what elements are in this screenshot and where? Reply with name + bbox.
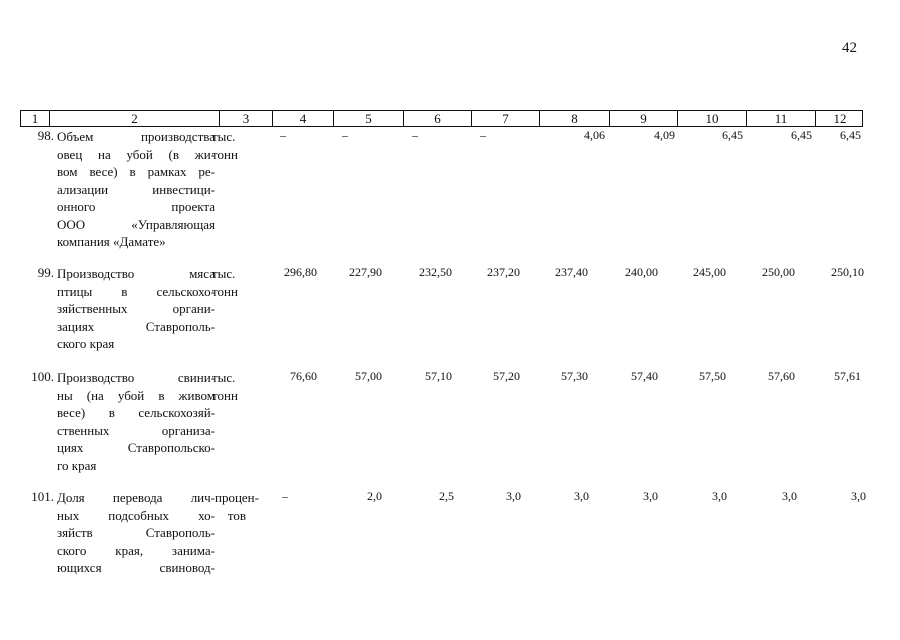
- value-cell: –: [480, 128, 486, 142]
- description-line: онного проекта: [57, 199, 215, 214]
- value-cell: 3,0: [574, 489, 589, 503]
- value-cell: –: [280, 128, 286, 142]
- value-cell: 4,06: [584, 128, 605, 142]
- value-cell: 3,0: [506, 489, 521, 503]
- description-line: зациях Ставрополь-: [57, 318, 215, 334]
- value-cell: 4,09: [654, 128, 675, 142]
- value-cell: 57,30: [561, 369, 588, 383]
- value-cell: 227,90: [349, 265, 382, 279]
- value-cell: 6,45: [791, 128, 812, 142]
- value-cell: 2,0: [367, 489, 382, 503]
- description-line: Доля перевода лич-: [57, 490, 215, 505]
- page-number: 42: [842, 40, 857, 56]
- value-cell: 57,60: [768, 369, 795, 383]
- description-line: зяйственных органи-: [57, 301, 215, 316]
- description-line: овец на убой (в жи-: [57, 146, 215, 162]
- header-cell-11: 11: [747, 111, 816, 126]
- value-cell: 296,80: [284, 265, 317, 279]
- row-number: 101.: [31, 489, 54, 504]
- description-line: Производство мяса: [57, 266, 215, 281]
- value-cell: 6,45: [722, 128, 743, 142]
- header-cell-8: 8: [540, 111, 610, 126]
- value-cell: 2,5: [439, 489, 454, 503]
- value-cell: 57,00: [355, 369, 382, 383]
- value-cell: 57,20: [493, 369, 520, 383]
- unit-line: тов: [227, 507, 247, 523]
- row-number: 100.: [31, 369, 54, 384]
- row-unit: [212, 369, 274, 404]
- table-header-row: [20, 110, 863, 127]
- unit-line: тонн: [212, 146, 238, 162]
- value-cell: 3,0: [712, 489, 727, 503]
- row-description: [57, 369, 215, 474]
- description-line: ных подсобных хо-: [57, 507, 215, 523]
- header-cell-4: 4: [273, 111, 334, 126]
- value-cell: 57,40: [631, 369, 658, 383]
- header-cell-5: 5: [334, 111, 404, 126]
- unit-line: тыс.: [212, 266, 236, 281]
- header-cell-2: 2: [50, 111, 220, 126]
- description-line: ющихся свиновод-: [57, 560, 215, 575]
- description-line: вом весе) в рамках ре-: [57, 164, 215, 179]
- value-cell: 237,20: [487, 265, 520, 279]
- description-line: птицы в сельскохо-: [57, 283, 215, 299]
- row-unit: [206, 489, 268, 524]
- value-cell: 6,45: [840, 128, 861, 142]
- description-line: Объем производства: [57, 129, 215, 144]
- value-cell: –: [412, 128, 418, 142]
- unit-line: тыс.: [212, 370, 236, 385]
- row-description: [57, 489, 215, 577]
- value-cell: 237,40: [555, 265, 588, 279]
- row-unit: [212, 265, 274, 300]
- row-number: 99.: [37, 265, 54, 280]
- value-cell: 3,0: [782, 489, 797, 503]
- value-cell: –: [282, 489, 288, 503]
- value-cell: 3,0: [643, 489, 658, 503]
- value-cell: –: [342, 128, 348, 142]
- description-line: ализации инвестици-: [57, 181, 215, 197]
- value-cell: 57,61: [834, 369, 861, 383]
- header-cell-1: 1: [21, 111, 50, 126]
- value-cell: 57,10: [425, 369, 452, 383]
- unit-line: тыс.: [212, 129, 236, 144]
- unit-line: тонн: [212, 387, 238, 403]
- value-cell: 57,50: [699, 369, 726, 383]
- description-line: го края: [57, 457, 97, 473]
- row-unit: [212, 128, 274, 163]
- unit-line: тонн: [212, 283, 238, 299]
- header-cell-7: 7: [472, 111, 540, 126]
- header-cell-3: 3: [220, 111, 273, 126]
- value-cell: 245,00: [693, 265, 726, 279]
- value-cell: 76,60: [290, 369, 317, 383]
- value-cell: 250,10: [831, 265, 864, 279]
- row-number: 98.: [37, 128, 54, 143]
- value-cell: 250,00: [762, 265, 795, 279]
- description-line: ственных организа-: [57, 422, 215, 438]
- header-cell-10: 10: [678, 111, 747, 126]
- header-cell-6: 6: [404, 111, 472, 126]
- description-line: ского края, занима-: [57, 542, 215, 558]
- value-cell: 3,0: [851, 489, 866, 503]
- description-line: ООО «Управляющая: [57, 216, 215, 232]
- description-line: ского края: [57, 336, 115, 351]
- description-line: весе) в сельскохозяй-: [57, 405, 215, 420]
- description-line: компания «Дамате»: [57, 234, 166, 249]
- description-line: зяйств Ставрополь-: [57, 525, 215, 540]
- header-cell-12: 12: [833, 111, 847, 126]
- description-line: Производство свини-: [57, 370, 215, 385]
- description-line: циях Ставропольско-: [57, 440, 215, 455]
- value-cell: 240,00: [625, 265, 658, 279]
- value-cell: 232,50: [419, 265, 452, 279]
- description-line: ны (на убой в живом: [57, 387, 215, 403]
- header-cell-9: 9: [610, 111, 678, 126]
- unit-line: процен-: [215, 490, 259, 505]
- row-description: [57, 265, 215, 353]
- row-description: [57, 128, 215, 251]
